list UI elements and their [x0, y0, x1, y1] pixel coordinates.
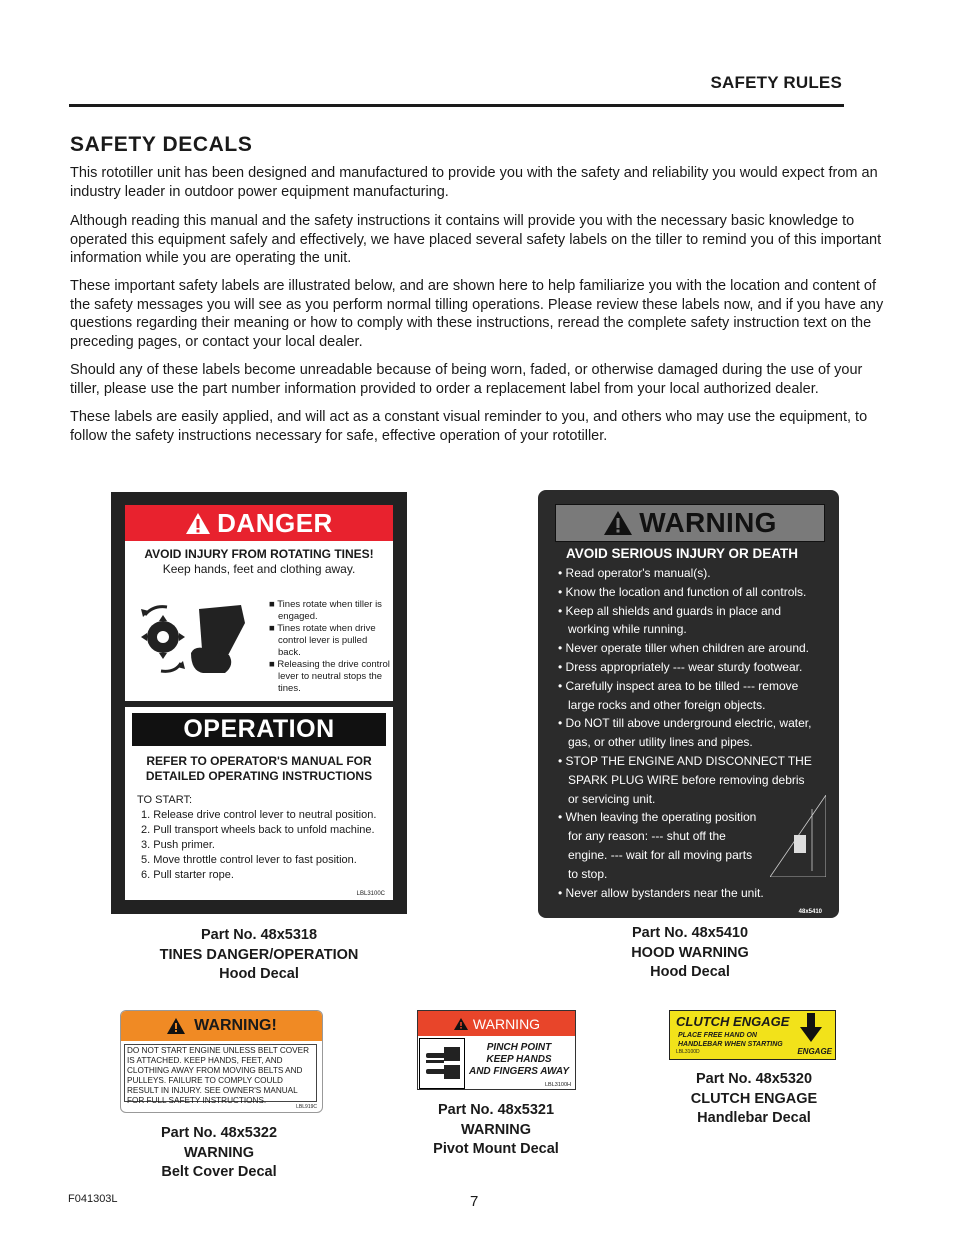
rotating-tines-hand-icon	[133, 601, 261, 691]
danger-heading: AVOID INJURY FROM ROTATING TINES!	[144, 547, 374, 561]
decal-code: 48x5410	[798, 909, 822, 915]
to-start-label: TO START:	[137, 794, 193, 806]
paragraph-4: Should any of these labels become unreadable because of being worn, faded, or otherwise damaged during the use of your tiller, please use the part number information provided to order a replacement label from your local authorized dealer.	[70, 362, 863, 397]
part-number: Part No. 48x5320	[695, 1071, 813, 1087]
warning-text	[466, 1042, 572, 1078]
decal-location: Hood Decal	[650, 964, 730, 980]
warning-bullet: • Never operate tiller when children are around.	[558, 641, 810, 656]
warning-line: KEEP HANDS	[486, 1054, 552, 1065]
warning-label: WARNING	[639, 507, 777, 538]
danger-bullets	[269, 599, 391, 695]
decal-code: LBL919C	[296, 1104, 317, 1110]
clutch-title: CLUTCH ENGAGE	[676, 1014, 790, 1029]
decal-location: Handlebar Decal	[697, 1110, 811, 1126]
warning-label: WARNING!	[194, 1017, 277, 1034]
danger-subheading: Keep hands, feet and clothing away.	[162, 562, 356, 576]
clutch-instruction	[678, 1032, 783, 1049]
warning-bullet: • Keep all shields and guards in place and working while running.	[558, 603, 782, 637]
decal-belt-cover-warning	[120, 1010, 323, 1113]
certification-stamp-icon	[770, 795, 826, 877]
operation-panel	[125, 707, 393, 900]
danger-bullet: ■ Releasing the drive control lever to neutral stops the tines.	[269, 659, 390, 694]
part-number: Part No. 48x5318	[200, 927, 318, 943]
start-step: 2. Pull transport wheels back to unfold machine.	[141, 824, 375, 836]
decal-location: Pivot Mount Decal	[433, 1141, 559, 1157]
start-step: 3. Push primer.	[141, 839, 215, 851]
decal-name: HOOD WARNING	[631, 944, 749, 961]
decal-name: WARNING	[183, 1144, 255, 1161]
warning-bullet: • STOP THE ENGINE AND DISCONNECT THE SPARK PLUG WIRE before removing debris or servicing unit.	[558, 753, 812, 806]
part-number: Part No. 48x5321	[437, 1102, 555, 1118]
decal1-caption	[111, 926, 407, 985]
decal5-caption	[654, 1070, 854, 1129]
warning-bullet: • Know the location and function of all controls.	[558, 584, 807, 599]
warning-bullet: • Carefully inspect area to be tilled --- remove large rocks and other foreign objects.	[558, 678, 799, 712]
section-header: SAFETY RULES	[710, 73, 842, 92]
warning-line: AND FINGERS AWAY	[468, 1066, 569, 1077]
warning-bullet: • Never allow bystanders near the unit.	[558, 885, 764, 900]
warning-bullet: • When leaving the operating position for any reason: --- shut off the engine. --- wait for all moving parts to stop.	[558, 810, 757, 881]
start-steps	[141, 808, 393, 883]
part-number: Part No. 48x5410	[631, 925, 749, 941]
page-title: SAFETY DECALS	[70, 133, 253, 156]
header-rule	[69, 104, 844, 107]
start-step: 5. Move throttle control lever to fast position.	[141, 854, 357, 866]
decal-code: LBL3100C	[356, 891, 385, 897]
danger-bullet: ■ Tines rotate when drive control lever is pulled back.	[269, 623, 376, 658]
warning-text: DO NOT START ENGINE UNLESS BELT COVER IS ATTACHED. KEEP HANDS, FEET, AND CLOTHING AWAY FROM MOVING BELTS AND PULLEYS. FAILURE TO COMPLY COULD RESULT IN INJURY. SEE OWNER'S MANUAL FOR FULL SAFETY INSTRUCTIONS.	[124, 1044, 317, 1102]
decal-code: LBL3100D	[676, 1049, 700, 1055]
warning-line: PINCH POINT	[486, 1042, 552, 1053]
decal4-caption	[396, 1101, 596, 1160]
arrow-down-icon	[799, 1013, 823, 1043]
start-step: 1. Release drive control lever to neutral position.	[141, 809, 377, 821]
decal-name: CLUTCH ENGAGE	[690, 1090, 818, 1107]
decal-pinch-point-warning	[417, 1010, 576, 1090]
decal-name: WARNING	[460, 1121, 532, 1138]
decal2-caption	[590, 924, 790, 983]
decal-name: TINES DANGER/OPERATION	[159, 946, 359, 963]
warning-triangle-icon	[603, 510, 633, 536]
pinch-hand-icon	[419, 1038, 465, 1089]
warning-triangle-icon	[185, 512, 211, 535]
warning-triangle-icon	[166, 1017, 186, 1035]
decal-location: Hood Decal	[219, 966, 299, 982]
part-number: Part No. 48x5322	[160, 1125, 278, 1141]
warning-bar	[555, 504, 825, 542]
warning-triangle-icon	[453, 1017, 469, 1031]
danger-panel	[125, 505, 393, 701]
decal-location: Belt Cover Decal	[161, 1164, 277, 1180]
decal-code: LBL3100H	[545, 1082, 571, 1088]
warning-bar	[418, 1011, 575, 1036]
warning-bar	[121, 1011, 322, 1041]
decal-hood-warning	[538, 490, 839, 918]
instruction-line: PLACE FREE HAND ON	[678, 1032, 757, 1039]
warning-bullet: • Dress appropriately --- wear sturdy footwear.	[558, 659, 803, 674]
document-code: F041303L	[68, 1193, 118, 1205]
warning-label: WARNING	[472, 1015, 541, 1032]
operation-bar: OPERATION	[132, 713, 386, 746]
danger-bullet: ■ Tines rotate when tiller is engaged.	[269, 599, 382, 622]
instruction-line: HANDLEBAR WHEN STARTING	[678, 1040, 783, 1048]
paragraph-1: This rototiller unit has been designed and manufactured to provide you with the safety and reliability you would expect from an industry leader in outdoor power equipment manufacturing.	[70, 165, 878, 200]
decal-clutch-engage	[669, 1010, 836, 1060]
danger-label: DANGER	[217, 507, 333, 538]
danger-bar	[125, 505, 393, 541]
paragraph-5: These labels are easily applied, and will act as a constant visual reminder to you, and others who may use the equipment, to follow the safety instructions necessary for safe, effective operation of your rototiller.	[70, 409, 868, 444]
decal-tines-danger	[111, 492, 407, 914]
page-number: 7	[470, 1193, 479, 1210]
start-step: 6. Pull starter rope.	[141, 869, 234, 881]
operation-heading: REFER TO OPERATOR'S MANUAL FOR DETAILED OPERATING INSTRUCTIONS	[145, 754, 373, 783]
decal3-caption	[118, 1124, 320, 1183]
engage-label: ENGAGE	[797, 1047, 832, 1056]
warning-bullet: • Read operator's manual(s).	[558, 566, 711, 580]
paragraph-2: Although reading this manual and the safety instructions it contains will provide you with the necessary basic knowledge to operated this equipment safely and effectively, we have placed several safety labels on the tiller to remind you of this important information while you are operating the unit.	[70, 213, 882, 266]
warning-heading: AVOID SERIOUS INJURY OR DEATH	[566, 546, 799, 561]
paragraph-3: These important safety labels are illustrated below, and are shown here to help familiarize you with the location and content of the safety messages you will see as you perform normal tilling operations. Please review these labels now, and if you have any questions regarding their meaning or how to comply with these instructions, reread the complete safety instruction text on the preceding pages, or contact your local dealer.	[70, 278, 884, 350]
warning-bullet: • Do NOT till above underground electric, water, gas, or other utility lines and pipes.	[558, 716, 812, 750]
